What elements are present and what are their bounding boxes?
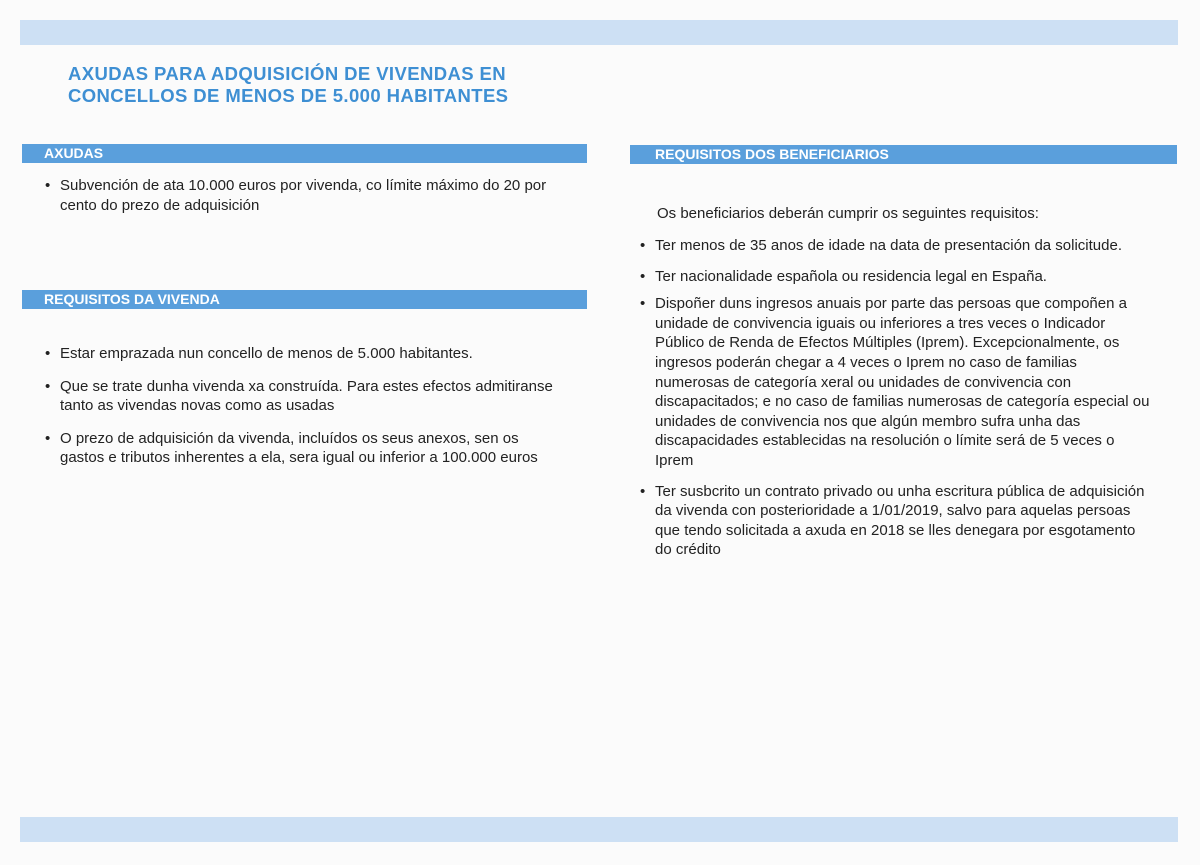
top-decorative-band <box>20 20 1178 45</box>
requisitos-vivenda-list <box>45 344 560 481</box>
page-title <box>68 63 588 107</box>
list-item: • Estar emprazada nun concello de menos de 5.000 habitantes. <box>45 344 560 364</box>
section-heading-requisitos-vivenda: REQUISITOS DA VIVENDA <box>22 290 587 309</box>
list-item: • Ter menos de 35 anos de idade na data de presentación da solicitude. <box>640 236 1155 256</box>
list-item: • Que se trate dunha vivenda xa construída. Para estes efectos admitiranse tanto as vivendas novas como as usadas <box>45 377 560 416</box>
section-heading-axudas: AXUDAS <box>22 144 587 163</box>
beneficiarios-intro: Os beneficiarios deberán cumprir os seguintes requisitos: <box>657 205 1039 222</box>
requisitos-beneficiarios-list <box>640 236 1155 571</box>
list-item: • Ter nacionalidade española ou residencia legal en España. <box>640 267 1155 287</box>
list-item: • Subvención de ata 10.000 euros por vivenda, co límite máximo do 20 por cento do prezo de adquisición <box>45 176 560 215</box>
axudas-list <box>45 176 560 215</box>
list-item: • Dispoñer duns ingresos anuais por parte das persoas que compoñen a unidade de convivencia iguais ou inferiores a tres veces o Indicador Público de Renda de Efectos Múltiples (Iprem). Excepcionalmente, os ingresos poderán chegar a 4 veces o Iprem no caso de familias numerosas de categoría xeral ou unidades de convivencia con discapacitados; e no caso de familias numerosas de categoría especial ou unidades de convivencia nos que algún membro sufra unha das discapacidades establecidas na resolución o límite será de 5 veces o Iprem <box>640 294 1155 470</box>
section-heading-requisitos-beneficiarios: REQUISITOS DOS BENEFICIARIOS <box>630 145 1177 164</box>
list-item: • Ter susbcrito un contrato privado ou unha escritura pública de adquisición da vivenda con posterioridade a 1/01/2019, salvo para aquelas persoas que tendo solicitada a axuda en 2018 se lles denegara por esgotamento do crédito <box>640 482 1155 560</box>
list-item: • O prezo de adquisición da vivenda, incluídos os seus anexos, sen os gastos e tributos inherentes a ela, sera igual ou inferior a 100.000 euros <box>45 429 560 468</box>
page-title-line-1: AXUDAS PARA ADQUISICIÓN DE VIVENDAS EN <box>68 63 507 84</box>
bottom-decorative-band <box>20 817 1178 842</box>
page-title-line-2: CONCELLOS DE MENOS DE 5.000 HABITANTES <box>68 85 509 106</box>
